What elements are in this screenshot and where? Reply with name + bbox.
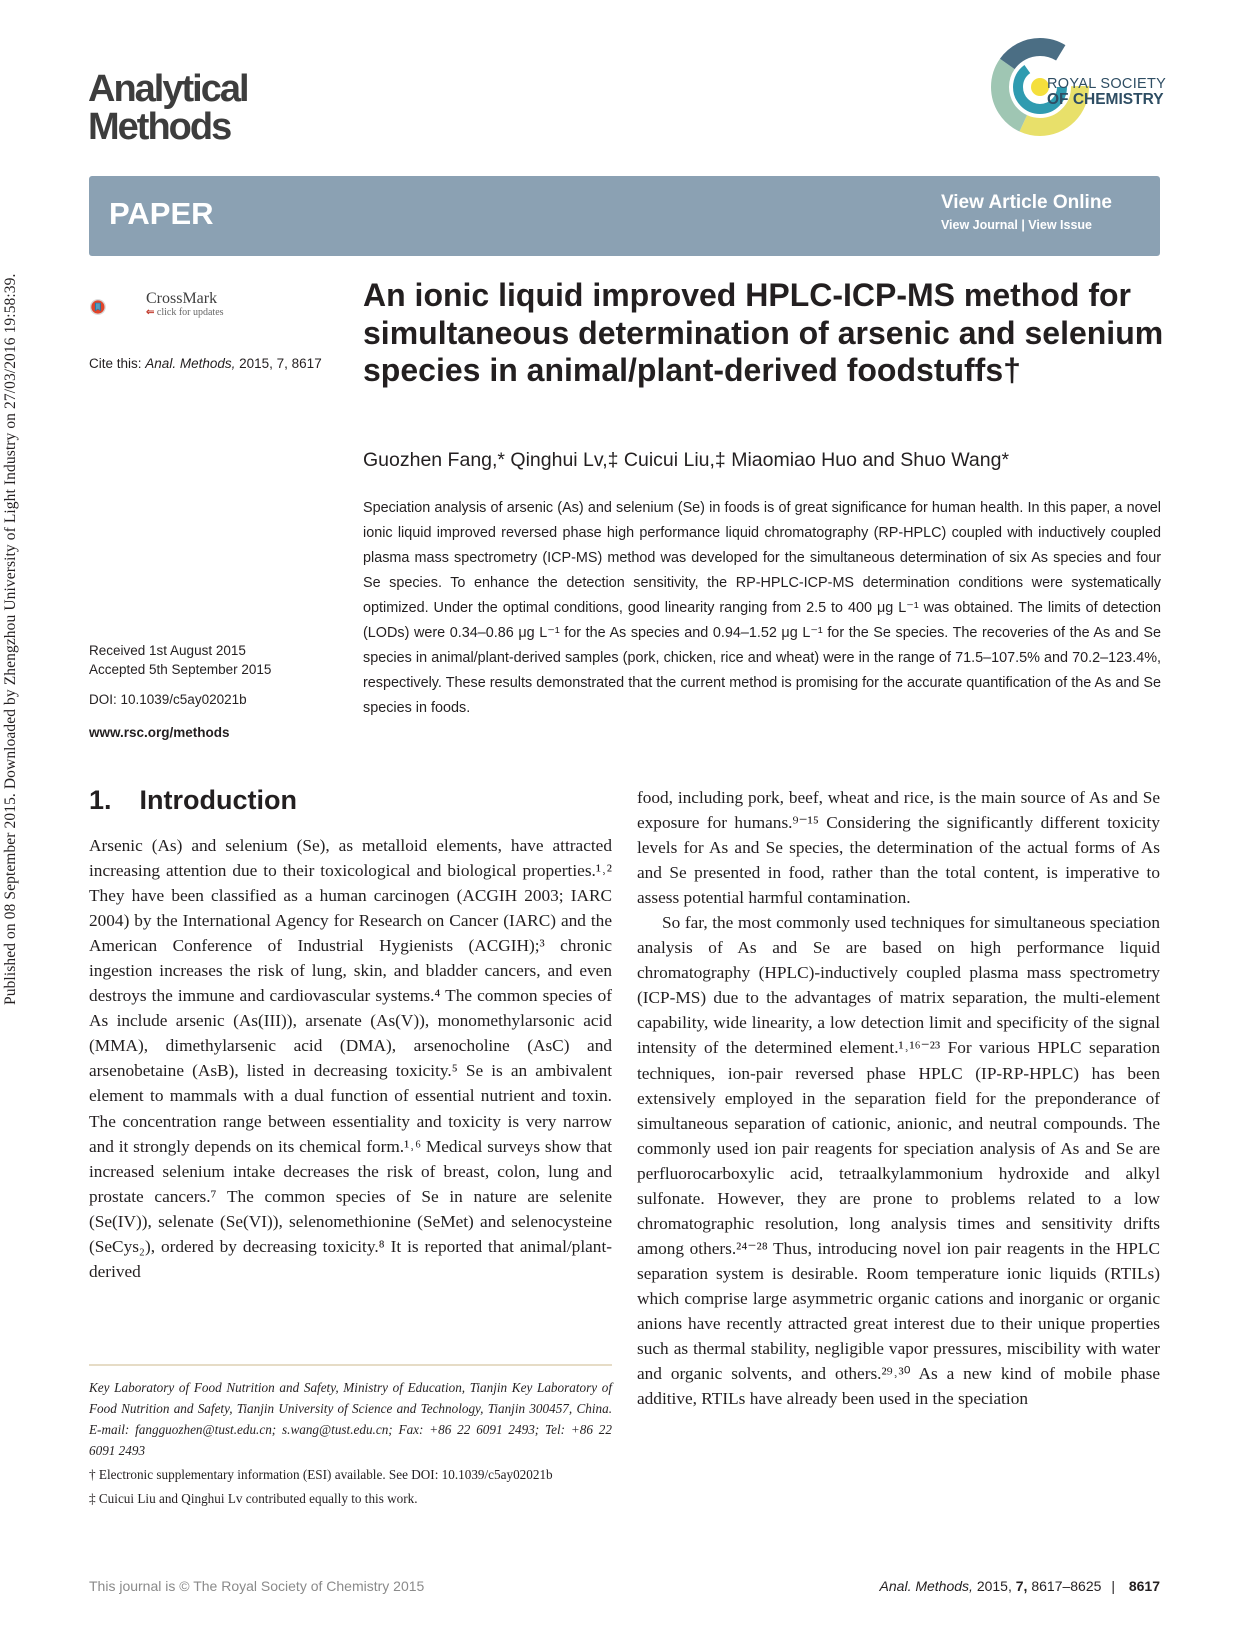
crossmark-title: CrossMark [146, 290, 218, 307]
copyright-footer: This journal is © The Royal Society of Chemistry 2015 [89, 1578, 425, 1594]
view-article-online-link[interactable]: View Article Online [940, 192, 1112, 213]
body-paragraph: food, including pork, beef, wheat and rice, is the main source of As and Se exposure for humans.⁹⁻¹⁵ Considering the significantly different toxicity levels for As and Se species, the determination of the actual forms of As and Se presented in food, rather than the total content, is imperative to assess potential harmful contamination. [637, 788, 1160, 908]
rsc-name [1047, 76, 1166, 108]
view-issue-link[interactable]: View Issue [1028, 218, 1092, 232]
doi[interactable]: DOI: 10.1039/c5ay02021b [89, 692, 247, 707]
page-footer [880, 1578, 1160, 1594]
journal-title-line1: Analytical [88, 68, 248, 110]
download-notice: Published on 08 September 2015. Downloaded by Zhengzhou University of Light Industry on 27/03/2016 19:58:39. [2, 273, 19, 1005]
article-type-label: PAPER [109, 196, 214, 231]
footnotes [89, 1377, 612, 1512]
article-type-banner [89, 176, 1160, 256]
cite-journal: Anal. Methods, [145, 356, 236, 371]
esi-footnote: † Electronic supplementary information (ESI) available. See DOI: 10.1039/c5ay02021b [89, 1467, 553, 1482]
body-paragraph: So far, the most commonly used techniques for simultaneous speciation analysis of As and Se are based on high performance liquid chromatography (HPLC)-inductively coupled plasma mass spectrometry (ICP-MS) due to the advantages of matrix separation, the multi-element capability, wide linearity, a low detection limit and specificity of the signal intensity of the determined element.¹˒¹⁶⁻²³ For various HPLC separation techniques, ion-pair reversed phase HPLC (IP-RP-HPLC) has been extensively employed in the separation field for the preponderance of simultaneous separation of cationic, anionic, and neutral compounds. The commonly used ion pair reagents for speciation analysis of As and Se are perfluorocarboxylic acid, tetraalkylammonium hydroxide and alkyl sulfonate. However, they are prone to problems related to a low chromatographic resolution, long analysis times and sensitivity drifts among others.²⁴⁻²⁸ Thus, introducing novel ion pair reagents in the HPLC separation system is desirable. Room temperature ionic liquids (RTILs) which comprise large asymmetric organic cations and inorganic or organic anions have recently attracted great interest due to their unique properties such as thermal stability, negligible vapor pressures, miscibility with water and organic solvents, and others.²⁹˒³⁰ As a new kind of mobile phase additive, RTILs have already been used in the speciation [637, 913, 1160, 1409]
rsc-name-line2: OF CHEMISTRY [1047, 91, 1164, 108]
affiliation-footnote: Key Laboratory of Food Nutrition and Safety, Ministry of Education, Tianjin Key Laboratory of Food Nutrition and Safety, Tianjin University of Science and Technology, Tianjin 300457, China. E-mail: fangguozhen@tust.edu.cn; s.wang@tust.edu.cn; Fax: +86 22 6091 2493; Tel: +86 22 6091 2493 [89, 1380, 612, 1458]
body-column-left [89, 833, 612, 1284]
view-sub-links [941, 218, 1112, 232]
abstract: Speciation analysis of arsenic (As) and selenium (Se) in foods is of great significance for human health. In this paper, a novel ionic liquid improved reversed phase high performance liquid chromatography (RP-HPLC) coupled with inductively coupled plasma mass spectrometry (ICP-MS) method was developed for the simultaneous determination of six As species and four Se species. To enhance the detection sensitivity, the RP-HPLC-ICP-MS determination conditions were systematically optimized. Under the optimal conditions, good linearity ranging from 2.5 to 400 μg L⁻¹ was obtained. The limits of detection (LODs) were 0.34–0.86 μg L⁻¹ for the As species and 0.94–1.52 μg L⁻¹ for the Se species. The recoveries of the As and Se species in animal/plant-derived samples (pork, chicken, rice and wheat) were in the range of 71.5–107.5% and 70.2–123.4%, respectively. These results demonstrated that the current method is promising for the accurate quantification of the As and Se species in foods. [363, 500, 1161, 716]
authors: Guozhen Fang,* Qinghui Lv,‡ Cuicui Liu,‡ Miaomiao Huo and Shuo Wang* [363, 449, 1010, 471]
footer-pages: 8617–8625 [1031, 1578, 1102, 1594]
article-dates [89, 641, 271, 679]
footer-volume: 7, [1015, 1578, 1028, 1594]
crossmark-label[interactable] [146, 290, 224, 318]
link-separator: | [1021, 218, 1025, 232]
cite-prefix: Cite this: [89, 356, 142, 371]
crossmark-sub: ⇐ click for updates [146, 307, 224, 318]
footer-separator: | [1111, 1578, 1115, 1594]
citation [89, 354, 322, 373]
equal-contribution-footnote: ‡ Cuicui Liu and Qinghui Lv contributed equally to this work. [89, 1491, 418, 1506]
crossmark-icon[interactable] [89, 280, 145, 334]
body-column-right [637, 785, 1160, 1411]
section-title: Introduction [139, 785, 297, 815]
body-paragraph: Arsenic (As) and selenium (Se), as metalloid elements, have attracted increasing attention due to their toxicological and biological properties.¹˒² They have been classified as a human carcinogen (ACGIH 2003; IARC 2004) by the International Agency for Research on Cancer (IARC) and the American Conference of Industrial Hygienists (ACGIH);³ chronic ingestion increases the risk of lung, skin, and bladder cancers, and even destroys the immune and cardiovascular systems.⁴ The common species of As include arsenic (As(III)), arsenate (As(V)), monomethylarsonic acid (MMA), dimethylarsenic acid (DMA), arsenocholine (AsC) and arsenobetaine (AsB), listed in decreasing toxicity.⁵ Se is an ambivalent element to mammals with a dual function of essential nutrient and toxin. The concentration range between essentiality and toxicity is very narrow and it strongly depends on its chemical form.¹˒⁶ Medical surveys show that increased selenium intake decreases the risk of breast, colon, lung and prostate cancers.⁷ The common species of Se in nature are selenite (Se(IV)), selenate (Se(VI)), selenomethionine (SeMet) and selenocysteine (SeCys₂), ordered by decreasing toxicity.⁸ It is reported that animal/plant-derived [89, 836, 612, 1281]
footer-year: 2015, [976, 1578, 1012, 1594]
journal-title[interactable] [88, 70, 388, 146]
section-number: 1. [89, 785, 112, 815]
cite-rest: 2015, 7, 8617 [239, 356, 322, 371]
received-date: Received 1st August 2015 [89, 643, 246, 658]
section-heading [89, 785, 297, 816]
journal-title-line2: Methods [88, 106, 231, 148]
view-journal-link[interactable]: View Journal [940, 218, 1018, 232]
accepted-date: Accepted 5th September 2015 [89, 662, 272, 677]
rsc-name-line1: ROYAL SOCIETY [1047, 76, 1167, 92]
footnote-divider [89, 1364, 612, 1366]
view-links [941, 192, 1112, 232]
footer-journal: Anal. Methods, [879, 1578, 973, 1594]
journal-website-link[interactable]: www.rsc.org/methods [89, 725, 230, 740]
page-number: 8617 [1128, 1578, 1160, 1594]
article-title: An ionic liquid improved HPLC-ICP-MS method for simultaneous determination of arsenic and selenium species in animal/plant-derived foodstuffs† [363, 277, 1164, 388]
